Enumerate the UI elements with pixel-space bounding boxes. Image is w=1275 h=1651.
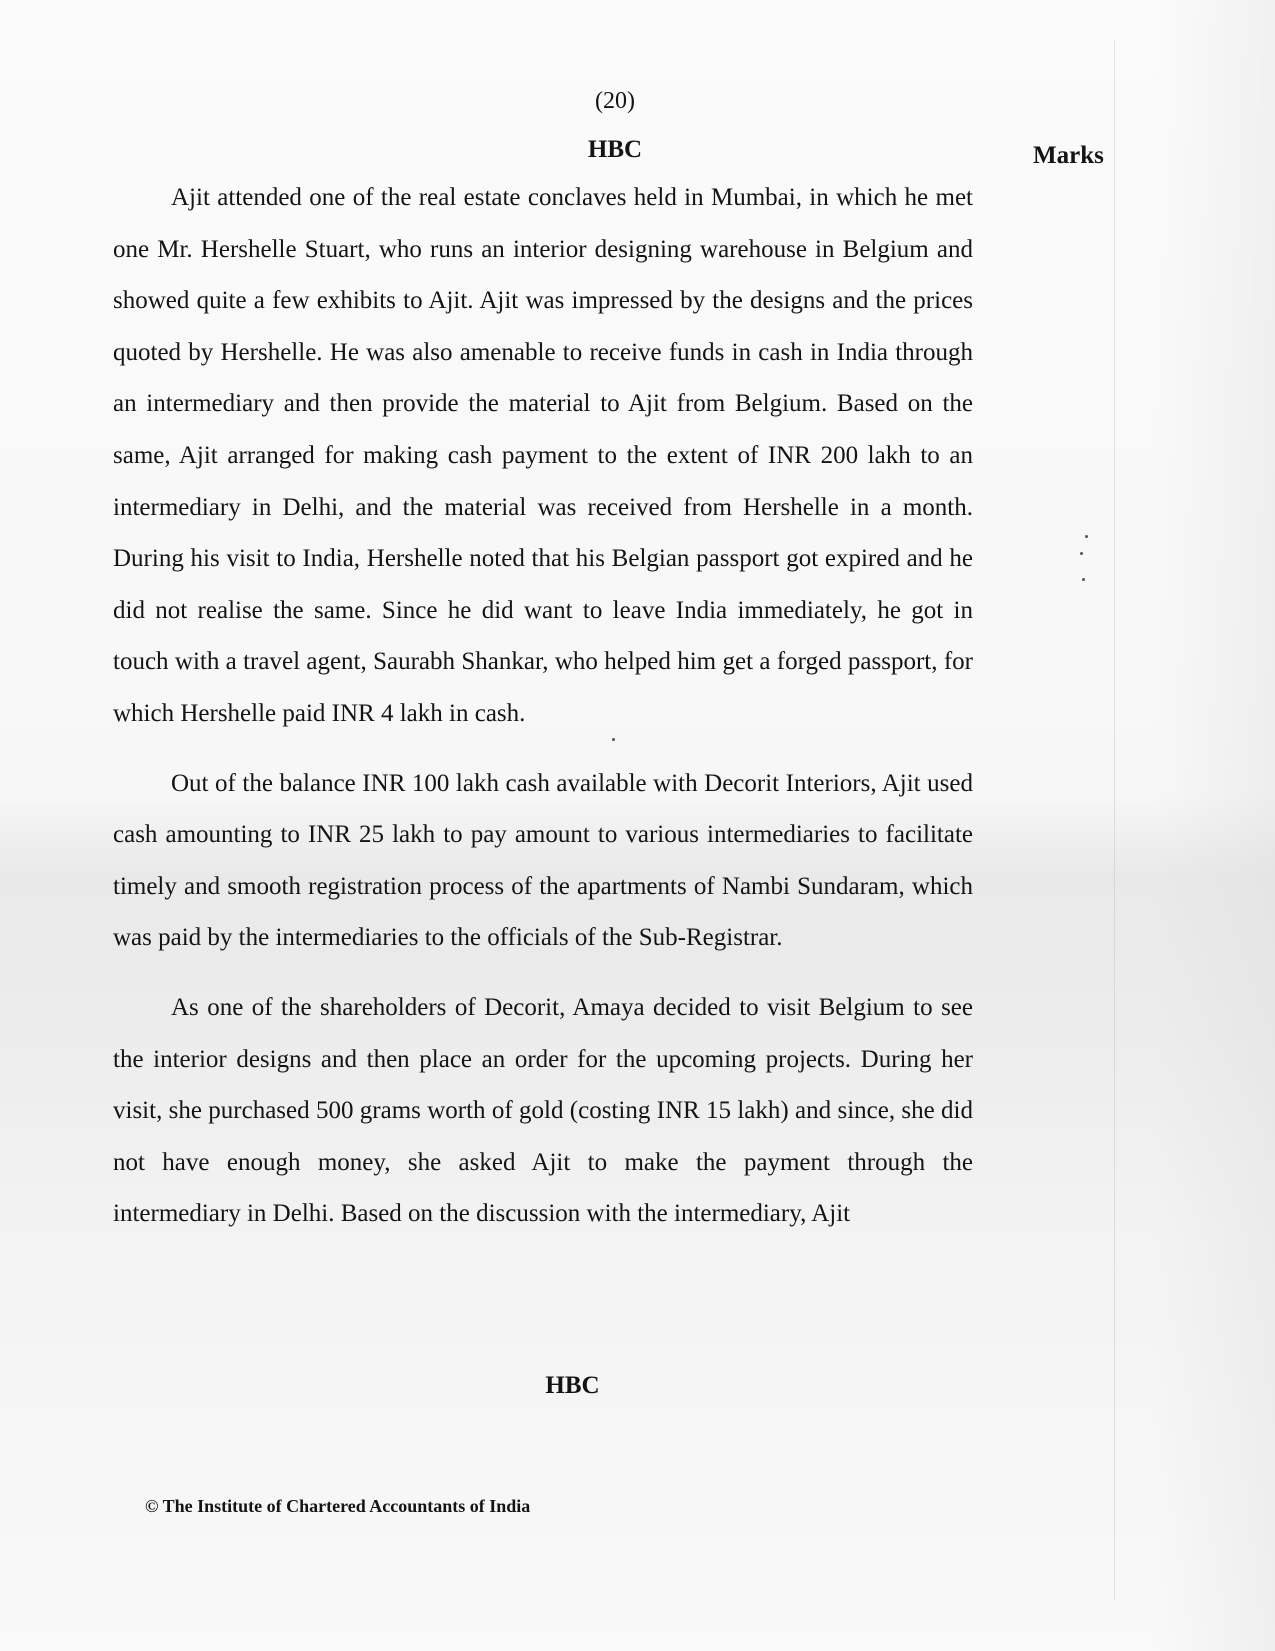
question-body xyxy=(113,172,973,1240)
scan-edge-line xyxy=(1114,40,1115,1600)
page-number: (20) xyxy=(595,88,635,114)
paragraph-balance-cash: Out of the balance INR 100 lakh cash available with Decorit Interiors, Ajit used cash amounting to INR 25 lakh to pay amount to various intermediaries to facilitate timely and smooth registration process of the apartments of Nambi Sundaram, which was paid by the intermediaries to the officials of the Sub-Registrar. xyxy=(113,769,973,952)
paragraph-ajit-conclave: Ajit attended one of the real estate conclaves held in Mumbai, in which he met one Mr. Hershelle Stuart, who runs an interior designing warehouse in Belgium and showed quite a few exhibits to Ajit. Ajit was impressed by the designs and the prices quoted by Hershelle. He was also amenable to receive funds in cash in India through an intermediary and then provide the material to Ajit from Belgium. Based on the same, Ajit arranged for making cash payment to the extent of INR 200 lakh to an intermediary in Delhi, and the material was received from Hershelle in a month. During his visit to India, Hershelle noted that his Belgian passport got expired and he did not realise the same. Since he did want to leave India immediately, he got in touch with a travel agent, Saurabh Shankar, who helped him get a forged passport, for which Hershelle paid INR 4 lakh in cash. xyxy=(113,184,973,727)
scan-edge-shadow xyxy=(1155,0,1275,1651)
scan-speck xyxy=(1080,552,1083,555)
scan-speck xyxy=(1082,578,1085,581)
marks-column-label: Marks xyxy=(1033,142,1104,169)
header-paper-code: HBC xyxy=(587,136,643,163)
paragraph-amaya-belgium: As one of the shareholders of Decorit, Amaya decided to visit Belgium to see the interior designs and then place an order for the upcoming projects. During her visit, she purchased 500 grams worth of gold (costing INR 15 lakh) and since, she did not have enough money, she asked Ajit to make the payment through the intermediary in Delhi. Based on the discussion with the intermediary, Ajit xyxy=(113,993,973,1228)
copyright-notice: © The Institute of Chartered Accountants of India xyxy=(145,1496,531,1516)
scan-speck xyxy=(1085,535,1088,538)
footer-paper-code: HBC xyxy=(545,1372,600,1399)
scan-speck xyxy=(612,738,615,741)
